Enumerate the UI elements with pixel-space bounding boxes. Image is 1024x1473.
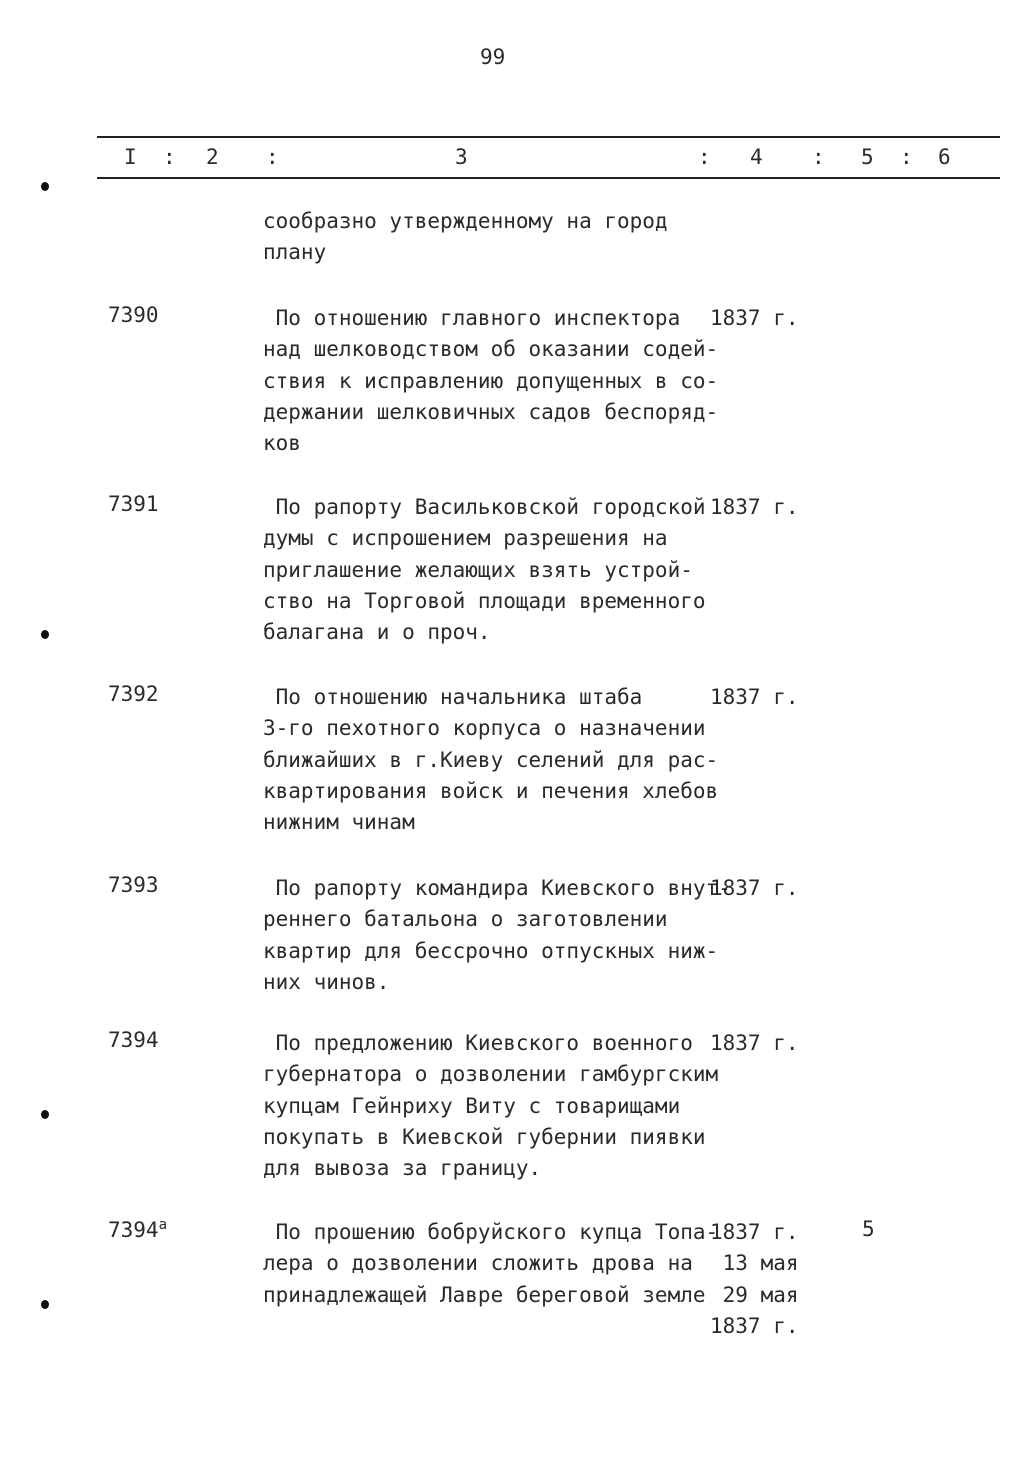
- date-line: 29 мая: [722, 1282, 799, 1307]
- entry-dates: [710, 1028, 799, 1059]
- description-line: ство на Торговой площади временного: [263, 588, 706, 613]
- description-line: ков: [263, 431, 301, 456]
- description-line: реннего батальона о заготовлении: [263, 907, 668, 932]
- header-top-rule: [97, 136, 1000, 138]
- description-line: нижним чинам: [263, 810, 415, 835]
- punch-hole: [41, 1300, 49, 1309]
- entry-dates: [710, 873, 799, 904]
- description-line: над шелководством об оказании содей-: [263, 337, 719, 362]
- entry-description: [263, 1217, 718, 1311]
- description-line: 3-го пехотного корпуса о назначении: [263, 716, 706, 741]
- description-line: держании шелковичных садов беспоряд-: [263, 399, 719, 424]
- punch-hole: [41, 630, 49, 639]
- entry-description: [263, 1028, 718, 1184]
- entry-number-suffix: а: [158, 1217, 168, 1233]
- entry-description: [263, 873, 731, 998]
- header-separator: :: [163, 145, 176, 169]
- entry-description: [263, 682, 718, 838]
- entry-dates: [710, 492, 799, 523]
- entry-description: [263, 303, 718, 459]
- description-line: лера о дозволении сложить дрова на: [263, 1251, 693, 1276]
- description-line: приглашение желающих взять устрой-: [263, 557, 693, 582]
- entry-number: 7391: [108, 492, 159, 516]
- description-line: сообразно утвержденному на город: [263, 209, 668, 233]
- header-separator: :: [900, 145, 913, 169]
- date-line: 1837 г.: [710, 1313, 799, 1338]
- date-line: 1837 г.: [710, 876, 799, 900]
- entry-number: 7390: [108, 303, 159, 327]
- header-col-2: 2: [206, 145, 219, 169]
- description-line: балагана и о проч.: [263, 620, 491, 645]
- header-col-4: 4: [750, 145, 763, 169]
- entry-number: $7394^а$: [108, 1217, 168, 1242]
- entry-number: 7393: [108, 873, 159, 897]
- punch-hole: [41, 1110, 49, 1119]
- header-separator: :: [266, 145, 279, 169]
- entry-number: 7394: [108, 1028, 159, 1052]
- description-line: По отношению главного инспектора: [263, 306, 681, 330]
- header-col-6: 6: [938, 145, 951, 169]
- date-line: 1837 г.: [710, 1031, 799, 1055]
- description-line: квартир для бессрочно отпускных ниж-: [263, 938, 719, 963]
- description-line: купцам Гейнриху Виту с товарищами: [263, 1093, 681, 1118]
- date-line: 1837 г.: [710, 495, 799, 519]
- header-col-5: 5: [861, 145, 874, 169]
- header-separator: :: [812, 145, 825, 169]
- punch-hole: [41, 182, 49, 191]
- header-col-1: I: [124, 145, 137, 169]
- date-line: 13 мая: [722, 1251, 799, 1276]
- date-line: 1837 г.: [710, 685, 799, 709]
- entry-dates: [710, 1217, 799, 1342]
- date-line: 1837 г.: [710, 1220, 799, 1244]
- description-line: ближайших в г.Киеву селений для рас-: [263, 747, 719, 772]
- description-line: По рапорту командира Киевского внут-: [263, 876, 731, 900]
- description-line: ствия к исправлению допущенных в со-: [263, 368, 719, 393]
- description-line: По предложению Киевского военного: [263, 1031, 693, 1055]
- description-line: плану: [263, 240, 327, 265]
- header-separator: :: [698, 145, 711, 169]
- entry-number: 7392: [108, 682, 159, 706]
- sheet-count: 5: [862, 1217, 875, 1241]
- description-line: По отношению начальника штаба: [263, 685, 643, 709]
- header-bottom-rule: [97, 177, 1000, 179]
- entry-description: [263, 492, 706, 648]
- description-line: думы с испрошением разрешения на: [263, 526, 668, 551]
- description-line: губернатора о дозволении гамбургским: [263, 1062, 719, 1087]
- description-line: покупать в Киевской губернии пиявки: [263, 1124, 706, 1149]
- description-line: них чинов.: [263, 969, 390, 994]
- description-line: квартирования войск и печения хлебов: [263, 778, 719, 803]
- entry-dates: [710, 303, 799, 334]
- date-line: 1837 г.: [710, 306, 799, 330]
- entry-dates: [710, 682, 799, 713]
- header-col-3: 3: [455, 145, 468, 169]
- description-line: принадлежащей Лавре береговой земле: [263, 1282, 706, 1307]
- description-line: для вывоза за границу.: [263, 1156, 542, 1181]
- description-line: По рапорту Васильковской городской: [263, 495, 706, 519]
- description-line: По прошению бобруйского купца Топа-: [263, 1220, 719, 1244]
- page-number: 99: [480, 45, 506, 69]
